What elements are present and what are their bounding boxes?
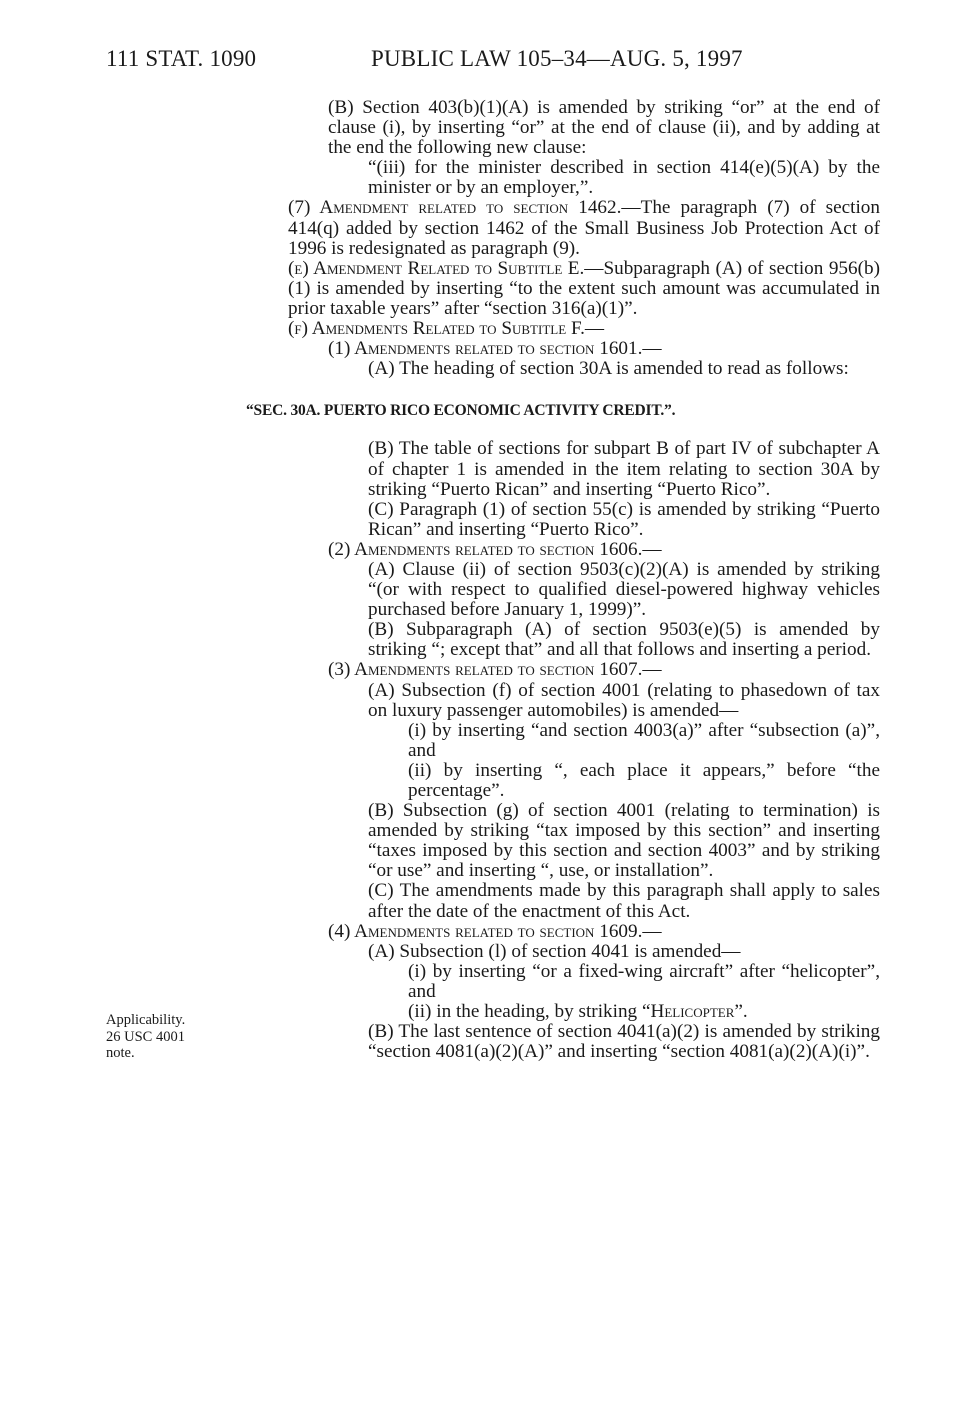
amendment-f — [248, 319, 880, 339]
amendment-1607 — [248, 660, 880, 680]
amendment-1601-a: (A) The heading of section 30A is amended to read as follows: — [368, 358, 849, 380]
amendment-7 — [248, 198, 880, 258]
amendment-f-heading: (f) Amendments Related to Subtitle F. — [288, 318, 585, 340]
amendment-e-heading: (e) Amendment Related to Subtitle E. — [288, 257, 585, 279]
amendment-1607-heading: (3) Amendments related to section 1607. — [328, 659, 643, 681]
statute-body — [248, 98, 880, 1062]
amendment-1607-a-i: (i) by inserting “and section 4003(a)” after “subsection (a)”, and — [408, 719, 880, 761]
amendment-1609-a-i: (i) by inserting “or a fixed-wing aircraft” after “helicopter”, and — [408, 960, 880, 1002]
amendment-7-text: —The paragraph (7) of section 414(q) added by section 1462 of the Small Business Job Protection Act of 1996 is redesignated as paragraph (9). — [288, 197, 880, 259]
amendment-7-heading: (7) Amendment related to section 1462. — [288, 197, 622, 219]
amendment-1606-heading: (2) Amendments related to section 1606. — [328, 538, 643, 560]
margin-note-applicability — [106, 1012, 216, 1062]
para-403b: (B) Section 403(b)(1)(A) is amended by striking “or” at the end of clause (i), by inserting “or” at the end of clause (ii), and by adding at the end the following new clause: — [328, 97, 880, 159]
amendment-1606 — [248, 540, 880, 560]
amendment-e-text: —Subparagraph (A) of section 956(b)(1) is amended by inserting “to the extent such amount was accumulated in prior taxable years” after “section 316(a)(1)”. — [288, 257, 880, 319]
section-30a-heading: “SEC. 30A. PUERTO RICO ECONOMIC ACTIVITY CREDIT.”. — [246, 402, 676, 420]
amendment-f-dash: — — [584, 318, 605, 340]
margin-note-line2: 26 USC 4001 — [106, 1028, 185, 1045]
amendment-1601-b: (B) The table of sections for subpart B of part IV of subchapter A of chapter 1 is amended in the item relating to section 30A by striking “Puerto Rican” and inserting “Puerto Rico”. — [368, 438, 880, 500]
margin-note-line3: note. — [106, 1045, 135, 1061]
amendment-1609-a-ii-pre: (ii) in the heading, by striking “ — [408, 1001, 651, 1023]
amendment-1609-a-ii-word: Helicopter — [650, 1001, 735, 1023]
amendment-e — [248, 259, 880, 319]
amendment-1609-b: (B) The last sentence of section 4041(a)(2) is amended by striking “section 4081(a)(2)(A)” and inserting “section 4081(a)(2)(A)(i)”. — [368, 1021, 880, 1063]
amendment-1601 — [248, 339, 880, 359]
amendment-1606-dash: — — [642, 538, 662, 560]
running-header-title: PUBLIC LAW 105–34—AUG. 5, 1997 — [371, 46, 743, 71]
clause-iii: “(iii) for the minister described in section 414(e)(5)(A) by the minister or by an employer,”. — [368, 157, 880, 199]
amendment-1607-c: (C) The amendments made by this paragraph shall apply to sales after the date of the enactment of this Act. — [368, 880, 880, 922]
page-stat-number: 111 STAT. 1090 — [106, 46, 257, 71]
amendment-1606-a: (A) Clause (ii) of section 9503(c)(2)(A) is amended by striking “(or with respect to qualified diesel-powered highway vehicles purchased before January 1, 1999)”. — [368, 558, 880, 621]
amendment-1601-c: (C) Paragraph (1) of section 55(c) is amended by striking “Puerto Rican” and inserting “Puerto Rico”. — [368, 498, 880, 540]
amendment-1609-a-ii — [248, 1002, 880, 1022]
amendment-1609-a-ii-post: ”. — [734, 1001, 748, 1023]
amendment-1601-dash: — — [642, 338, 662, 360]
amendment-1609-heading: (4) Amendments related to section 1609. — [328, 920, 643, 942]
amendment-1607-dash: — — [642, 659, 662, 681]
amendment-1609-a: (A) Subsection (l) of section 4041 is amended— — [368, 940, 741, 962]
amendment-1606-b: (B) Subparagraph (A) of section 9503(e)(5) is amended by striking “; except that” and all that follows and inserting a period. — [368, 619, 880, 661]
amendment-1609-dash: — — [642, 920, 662, 942]
amendment-1609 — [248, 922, 880, 942]
amendment-1607-a: (A) Subsection (f) of section 4001 (relating to phasedown of tax on luxury passenger automobiles) is amended— — [368, 679, 880, 721]
amendment-1601-heading: (1) Amendments related to section 1601. — [328, 338, 643, 360]
margin-note-line1: Applicability. — [106, 1012, 186, 1028]
amendment-1607-a-ii: (ii) by inserting “, each place it appears,” before “the percentage”. — [408, 759, 880, 801]
amendment-1607-b: (B) Subsection (g) of section 4001 (relating to termination) is amended by striking “tax imposed by this section” and inserting “taxes imposed by this section and section 4003” and by striking “or use” and inserting “, use, or installation”. — [368, 800, 880, 882]
